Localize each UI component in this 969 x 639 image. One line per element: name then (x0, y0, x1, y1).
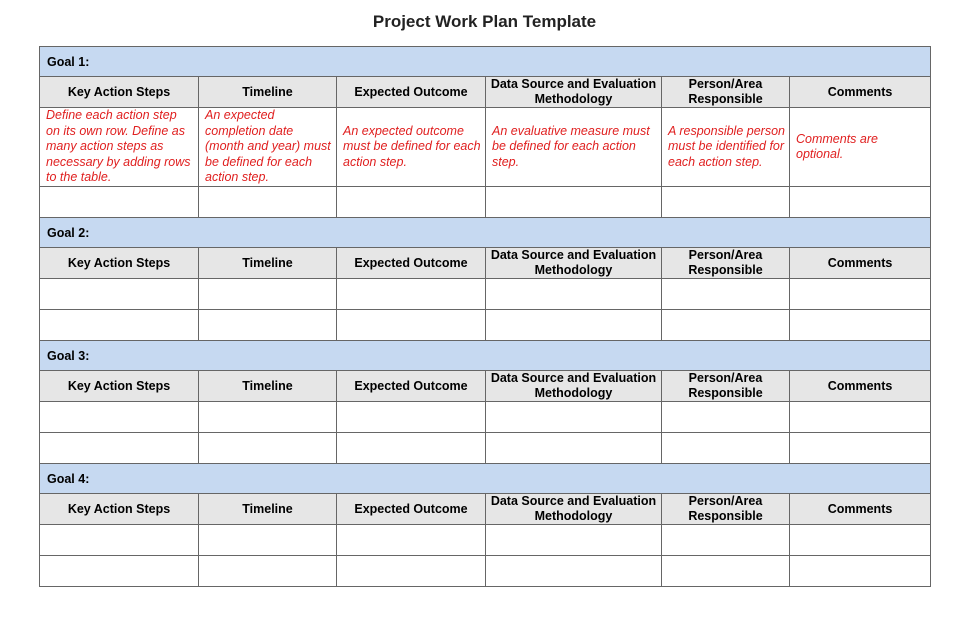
goal-4-column-headers (40, 494, 931, 525)
table-cell[interactable] (662, 433, 790, 464)
goal-1-instruction-row (40, 108, 931, 187)
table-cell[interactable] (40, 433, 199, 464)
goal-2-entry-row (40, 310, 931, 341)
instruction-data-source[interactable]: An evaluative measure must be defined for each action step. (486, 108, 662, 187)
goal-1-header-row (40, 47, 931, 77)
table-cell[interactable] (199, 279, 337, 310)
table-cell[interactable] (199, 556, 337, 587)
goal-1-label: Goal 1: (40, 47, 931, 77)
table-cell[interactable] (337, 433, 486, 464)
goal-2-header-row (40, 218, 931, 248)
table-cell[interactable] (337, 279, 486, 310)
col-header-comments: Comments (790, 371, 931, 402)
table-cell[interactable] (486, 310, 662, 341)
col-header-key-action-steps: Key Action Steps (40, 77, 199, 108)
instruction-comments[interactable]: Comments are optional. (790, 108, 931, 187)
table-cell[interactable] (40, 187, 199, 218)
table-cell[interactable] (790, 187, 931, 218)
goal-1-column-headers (40, 77, 931, 108)
table-cell[interactable] (662, 279, 790, 310)
table-cell[interactable] (662, 525, 790, 556)
table-cell[interactable] (486, 279, 662, 310)
table-cell[interactable] (337, 402, 486, 433)
col-header-key-action-steps: Key Action Steps (40, 494, 199, 525)
goal-4-entry-row (40, 525, 931, 556)
table-cell[interactable] (790, 433, 931, 464)
table-cell[interactable] (662, 310, 790, 341)
col-header-comments: Comments (790, 77, 931, 108)
table-cell[interactable] (40, 556, 199, 587)
col-header-comments: Comments (790, 494, 931, 525)
work-plan-table (39, 46, 931, 587)
col-header-expected-outcome: Expected Outcome (337, 77, 486, 108)
table-cell[interactable] (199, 402, 337, 433)
table-cell[interactable] (337, 525, 486, 556)
col-header-expected-outcome: Expected Outcome (337, 371, 486, 402)
col-header-person-responsible: Person/Area Responsible (662, 494, 790, 525)
table-cell[interactable] (790, 310, 931, 341)
col-header-expected-outcome: Expected Outcome (337, 248, 486, 279)
table-cell[interactable] (199, 433, 337, 464)
col-header-data-source: Data Source and Evaluation Methodology (486, 77, 662, 108)
col-header-person-responsible: Person/Area Responsible (662, 371, 790, 402)
table-cell[interactable] (40, 279, 199, 310)
goal-3-entry-row (40, 402, 931, 433)
table-cell[interactable] (199, 525, 337, 556)
goal-3-entry-row (40, 433, 931, 464)
goal-3-header-row (40, 341, 931, 371)
table-cell[interactable] (486, 433, 662, 464)
table-cell[interactable] (337, 310, 486, 341)
table-cell[interactable] (662, 402, 790, 433)
table-cell[interactable] (199, 310, 337, 341)
goal-4-entry-row (40, 556, 931, 587)
col-header-timeline: Timeline (199, 77, 337, 108)
table-cell[interactable] (790, 556, 931, 587)
col-header-data-source: Data Source and Evaluation Methodology (486, 494, 662, 525)
col-header-timeline: Timeline (199, 494, 337, 525)
col-header-timeline: Timeline (199, 248, 337, 279)
instruction-person-responsible[interactable]: A responsible person must be identified for each action step. (662, 108, 790, 187)
table-cell[interactable] (486, 402, 662, 433)
table-cell[interactable] (662, 187, 790, 218)
table-cell[interactable] (486, 556, 662, 587)
col-header-expected-outcome: Expected Outcome (337, 494, 486, 525)
page-title: Project Work Plan Template (372, 12, 597, 31)
goal-2-entry-row (40, 279, 931, 310)
table-cell[interactable] (40, 525, 199, 556)
table-cell[interactable] (790, 402, 931, 433)
col-header-data-source: Data Source and Evaluation Methodology (486, 371, 662, 402)
col-header-person-responsible: Person/Area Responsible (662, 248, 790, 279)
table-cell[interactable] (199, 187, 337, 218)
instruction-key-action-steps[interactable]: Define each action step on its own row. Define as many action steps as necessary by adding rows to the table. (40, 108, 199, 187)
col-header-key-action-steps: Key Action Steps (40, 371, 199, 402)
goal-4-header-row (40, 464, 931, 494)
table-cell[interactable] (790, 279, 931, 310)
col-header-person-responsible: Person/Area Responsible (662, 77, 790, 108)
table-cell[interactable] (40, 310, 199, 341)
col-header-comments: Comments (790, 248, 931, 279)
table-cell[interactable] (337, 556, 486, 587)
goal-3-label: Goal 3: (40, 341, 931, 371)
col-header-data-source: Data Source and Evaluation Methodology (486, 248, 662, 279)
col-header-timeline: Timeline (199, 371, 337, 402)
table-cell[interactable] (337, 187, 486, 218)
goal-4-label: Goal 4: (40, 464, 931, 494)
goal-2-column-headers (40, 248, 931, 279)
goal-1-entry-row (40, 187, 931, 218)
instruction-expected-outcome[interactable]: An expected outcome must be defined for each action step. (337, 108, 486, 187)
table-cell[interactable] (40, 402, 199, 433)
col-header-key-action-steps: Key Action Steps (40, 248, 199, 279)
goal-2-label: Goal 2: (40, 218, 931, 248)
instruction-timeline[interactable]: An expected completion date (month and year) must be defined for each action step. (199, 108, 337, 187)
table-cell[interactable] (790, 525, 931, 556)
table-cell[interactable] (486, 525, 662, 556)
goal-3-column-headers (40, 371, 931, 402)
table-cell[interactable] (662, 556, 790, 587)
table-cell[interactable] (486, 187, 662, 218)
